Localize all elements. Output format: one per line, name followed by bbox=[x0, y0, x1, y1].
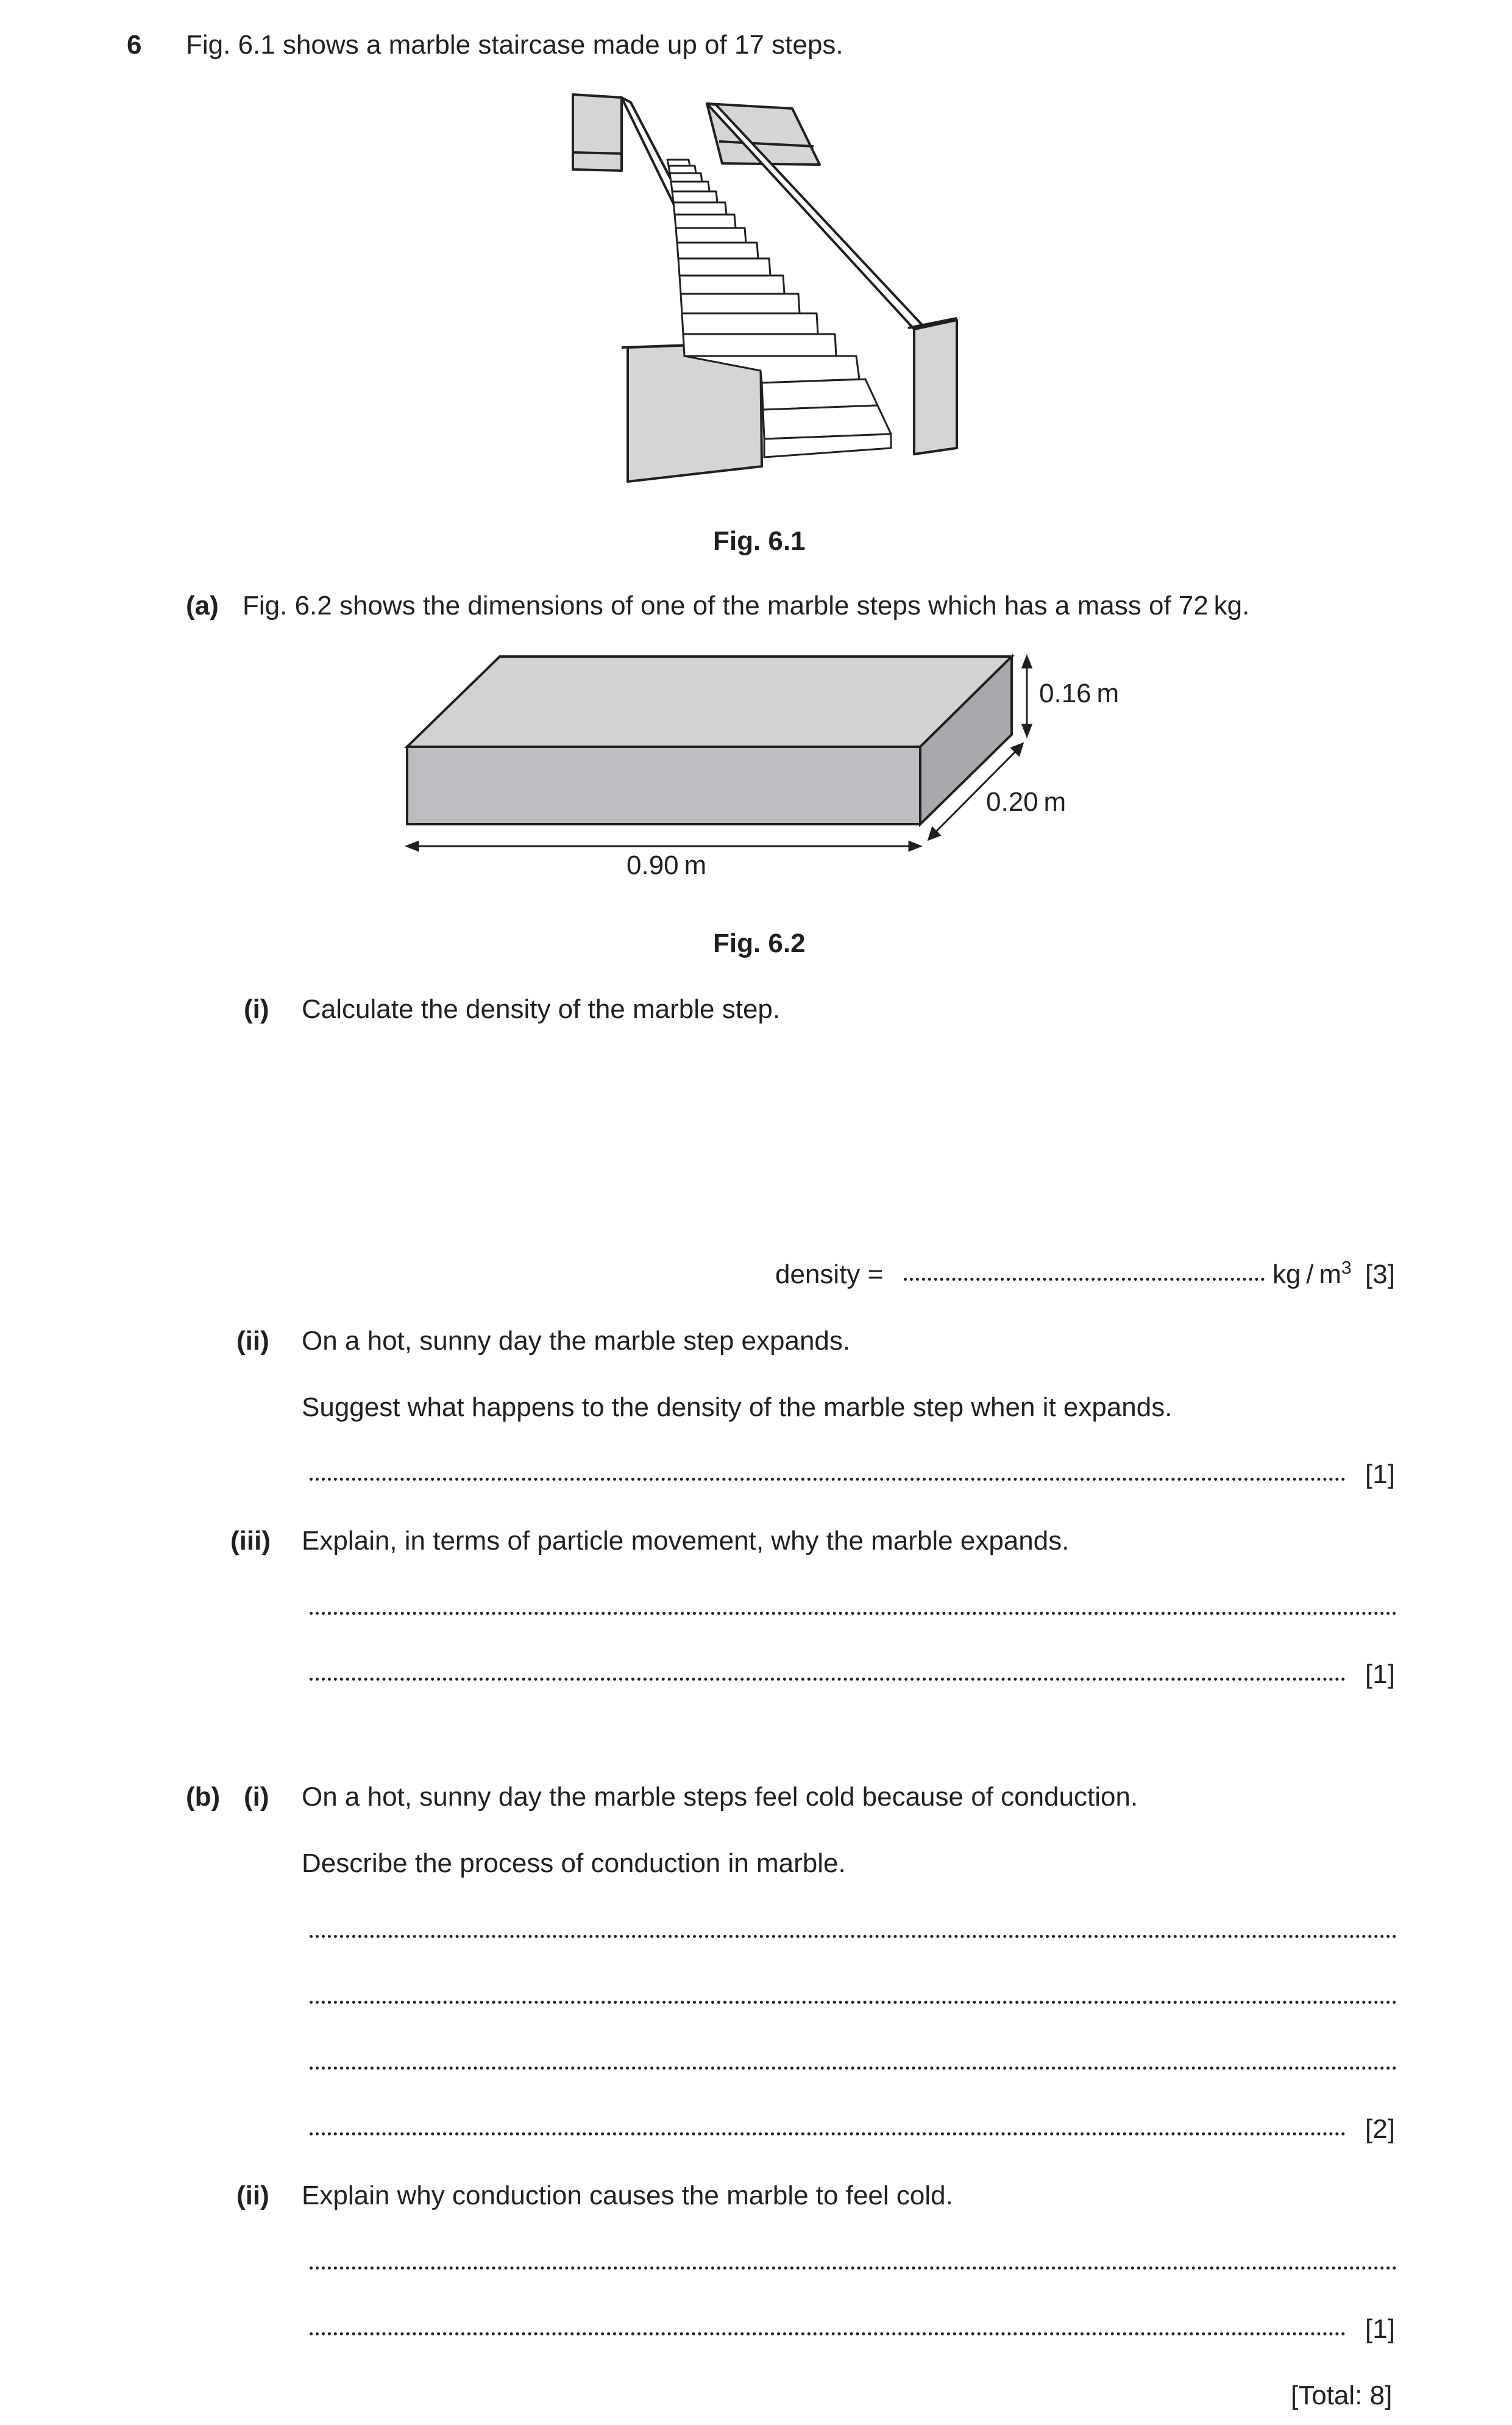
part-b-ii-label: (ii) bbox=[236, 2181, 269, 2210]
marks-a-i: [3] bbox=[1365, 1259, 1395, 1289]
fig-6-2-caption: Fig. 6.2 bbox=[713, 928, 806, 958]
question-number: 6 bbox=[127, 30, 142, 60]
answer-line-a-iii-2[interactable] bbox=[310, 1678, 1346, 1681]
answer-line-a-iii-1[interactable] bbox=[310, 1612, 1397, 1615]
part-a-label: (a) bbox=[186, 591, 219, 621]
part-a-iii-label: (iii) bbox=[230, 1526, 271, 1556]
answer-line-b-i-2[interactable] bbox=[310, 2001, 1397, 2004]
part-a-ii-label: (ii) bbox=[236, 1326, 269, 1356]
part-a-i-label: (i) bbox=[244, 994, 269, 1024]
dimension-length: 0.90 m bbox=[626, 850, 707, 880]
part-a-ii-text1: On a hot, sunny day the marble step expands. bbox=[302, 1326, 851, 1356]
total-marks: [Total: 8] bbox=[1291, 2380, 1393, 2410]
part-b-i-text1: On a hot, sunny day the marble steps feel cold because of conduction. bbox=[302, 1782, 1138, 1812]
marks-a-ii: [1] bbox=[1365, 1459, 1395, 1489]
staircase-figure bbox=[567, 88, 969, 491]
marks-b-i: [2] bbox=[1365, 2114, 1395, 2144]
density-answer-line[interactable] bbox=[904, 1278, 1265, 1281]
part-b-label: (b) bbox=[186, 1782, 221, 1812]
part-b-i-label: (i) bbox=[244, 1782, 269, 1812]
marble-step-figure bbox=[390, 646, 1097, 878]
density-answer-prefix: density = bbox=[775, 1259, 884, 1289]
marks-b-ii: [1] bbox=[1365, 2314, 1395, 2344]
fig-6-1-caption: Fig. 6.1 bbox=[713, 526, 806, 556]
answer-line-b-ii-1[interactable] bbox=[310, 2267, 1397, 2270]
part-a-stem: Fig. 6.2 shows the dimensions of one of the marble steps which has a mass of 72 kg. bbox=[243, 591, 1250, 621]
density-unit: kg / $m^3$ bbox=[1272, 1258, 1352, 1289]
answer-line-b-i-1[interactable] bbox=[310, 1935, 1397, 1938]
part-a-i-text: Calculate the density of the marble step. bbox=[302, 994, 781, 1024]
marks-a-iii: [1] bbox=[1365, 1659, 1395, 1689]
answer-line-a-ii[interactable] bbox=[310, 1478, 1346, 1481]
answer-line-b-i-4[interactable] bbox=[310, 2132, 1346, 2135]
part-b-i-text2: Describe the process of conduction in marble. bbox=[302, 1848, 846, 1878]
part-a-ii-text2: Suggest what happens to the density of the marble step when it expands. bbox=[302, 1392, 1173, 1422]
dimension-depth: 0.20 m bbox=[986, 787, 1067, 817]
part-a-iii-text: Explain, in terms of particle movement, why the marble expands. bbox=[302, 1526, 1070, 1556]
answer-line-b-i-3[interactable] bbox=[310, 2067, 1397, 2070]
part-b-ii-text: Explain why conduction causes the marble to feel cold. bbox=[302, 2181, 953, 2210]
answer-line-b-ii-2[interactable] bbox=[310, 2332, 1346, 2335]
dimension-height: 0.16 m bbox=[1039, 678, 1120, 708]
question-intro: Fig. 6.1 shows a marble staircase made up of 17 steps. bbox=[186, 30, 843, 60]
